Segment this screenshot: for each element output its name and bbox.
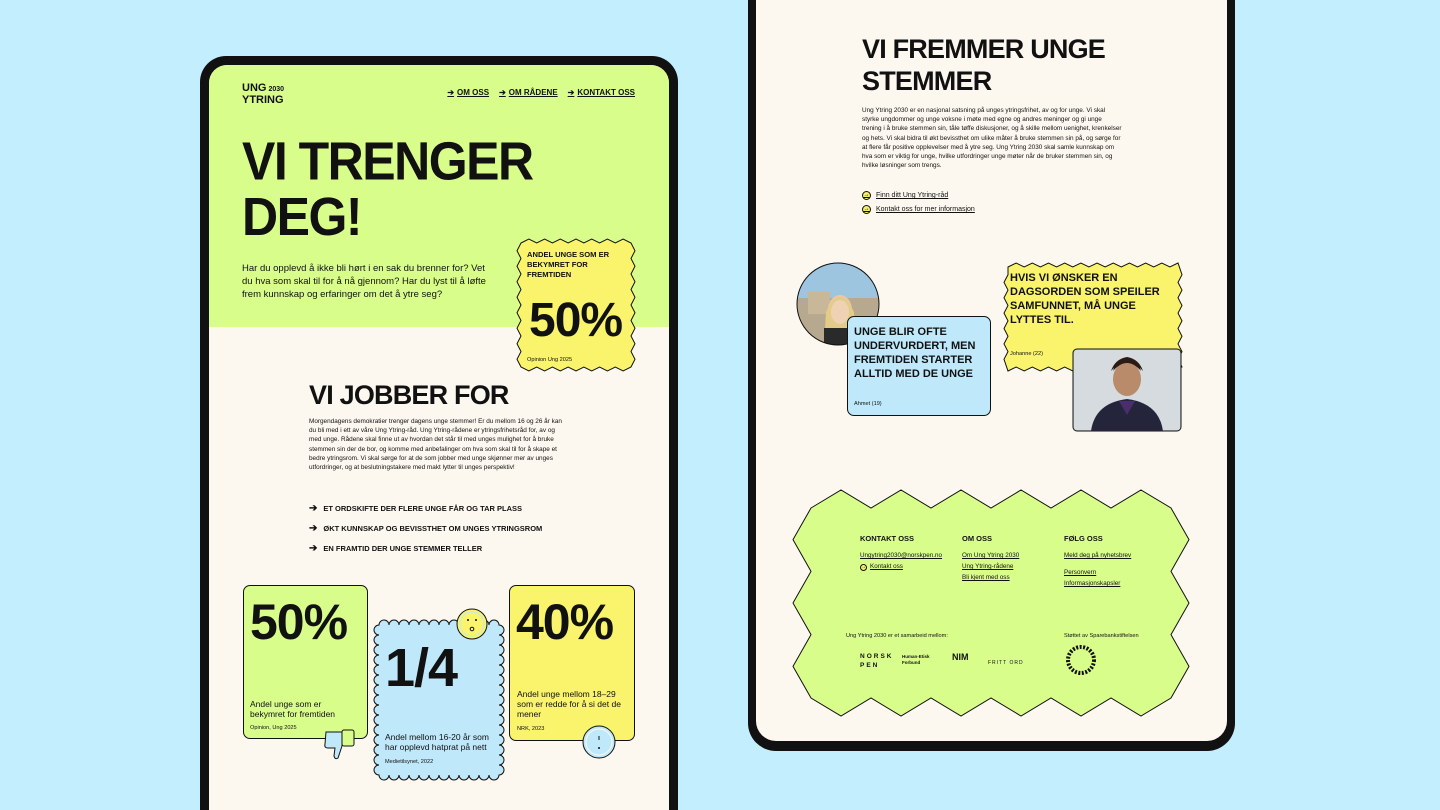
- footer-om: [962, 533, 1019, 583]
- stat-caption-2: Andel mellom 16-20 år som har opplevd hatprat på nett: [385, 732, 489, 752]
- partner-logo-norsk-pen: NORSK PEN: [860, 653, 894, 669]
- stat-value-1: 50%: [250, 594, 348, 650]
- stat-caption-3: Andel unge mellom 18–29 som er redde for å si det de mener: [517, 689, 621, 719]
- fremmer-title-line: STEMMER: [862, 66, 992, 96]
- bullet-item: [309, 543, 542, 554]
- footer-link[interactable]: Bli kjent med oss: [962, 574, 1010, 581]
- bullet-text: ET ORDSKIFTE DER FLERE UNGE FÅR OG TAR PLASS: [323, 504, 523, 513]
- quote-text-1: UNGE BLIR OFTE UNDERVURDERT, MEN FREMTIDEN STARTER ALLTID MED DE UNGE: [854, 326, 976, 380]
- hero-lead: Har du opplevd å ikke bli hørt i en sak du brenner for? Vet du hva som skal til for å nå gjennom? Har du lyst til å løfte frem kunnskap og erfaringer om det å ytre seg?: [242, 263, 486, 300]
- link-finn-rad[interactable]: [862, 191, 975, 200]
- stat-caption-1: Andel unge som er bekymret for fremtiden: [250, 699, 336, 719]
- logo[interactable]: [242, 83, 284, 106]
- footer-link[interactable]: Informasjonskapsler: [1064, 580, 1121, 587]
- surprised-face-icon: [455, 607, 489, 641]
- footer-heading: KONTAKT OSS: [860, 534, 915, 543]
- footer-link[interactable]: Om Ung Ytring 2030: [962, 552, 1020, 559]
- arrow-right-icon: ➔: [309, 523, 318, 534]
- footer-heading: OM OSS: [962, 534, 993, 543]
- jobber-title: VI JOBBER FOR: [309, 380, 509, 410]
- bullet-text: EN FRAMTID DER UNGE STEMMER TELLER: [323, 544, 483, 553]
- fremmer-title-line: VI FREMMER UNGE: [862, 34, 1106, 64]
- footer-shape: [791, 489, 1191, 717]
- arrow-right-icon: →: [863, 206, 870, 212]
- sparebankstiftelsen-logo: [1064, 643, 1098, 677]
- bullet-text: ØKT KUNNSKAP OG BEVISSTHET OM UNGES YTRINGSROM: [323, 524, 543, 533]
- neutral-face-icon: [582, 725, 616, 759]
- stat-value-3: 40%: [516, 594, 614, 650]
- hero-title-line: VI TRENGER: [242, 131, 533, 192]
- footer-kontakt: [860, 533, 942, 572]
- link-label: Kontakt oss for mer informasjon: [876, 206, 975, 213]
- badge-source: Opinion Ung 2025: [527, 357, 573, 363]
- bullet-item: [309, 503, 542, 514]
- partners-label: Ung Ytring 2030 er et samarbeid mellom:: [846, 633, 948, 639]
- link-kontakt[interactable]: [862, 205, 975, 214]
- stat-source-3: NRK, 2023: [517, 726, 545, 732]
- logo-text-2: YTRING: [242, 94, 284, 106]
- footer-link[interactable]: Personvern: [1064, 569, 1097, 576]
- stat-source-1: Opinion, Ung 2025: [250, 725, 297, 731]
- nav-label: OM OSS: [457, 88, 490, 97]
- badge-value: 50%: [529, 294, 623, 347]
- quote-text-2: HVIS VI ØNSKER EN DAGSORDEN SOM SPEILER SAMFUNNET, MÅ UNGE LYTTES TIL.: [1010, 272, 1160, 326]
- hero-title-line: DEG!: [242, 186, 361, 247]
- nav-kontakt-oss[interactable]: [568, 88, 635, 97]
- jobber-body: Morgendagens demokratier trenger dagens unge stemmer! Er du mellom 16 og 26 år kan du bli med i ett av våre Ung Ytring-råd. Ung Ytring-rådene er ytringsfrihetsråd for, av og med unge. Rådene skal finne ut av hvordan det står til med unges mulighet for å bruke stemmen sin der de bor, og komme med anbefalinger om hva som skal til for å skape et bedre ytringsrom. Vi skal sørge for at de som jobber med unge skjønner mer av unges utfordringer, og at beslutningstakere med makt lytter til unges perspektiv!: [309, 418, 562, 472]
- logo-text: UNG: [242, 82, 267, 94]
- arrow-right-icon: ➔: [447, 88, 455, 97]
- arrow-right-icon: →: [861, 564, 866, 570]
- partner-logo-nim: NIM: [952, 652, 969, 662]
- arrow-right-icon: ➔: [309, 503, 318, 514]
- arrow-right-icon: ➔: [567, 88, 575, 97]
- logo-year: 2030: [268, 86, 285, 93]
- jobber-bullets: [309, 503, 542, 563]
- partner-logo-hef: Human-Etisk Forbund: [902, 654, 930, 665]
- fremmer-links: [862, 191, 975, 219]
- fremmer-title: [862, 33, 1105, 97]
- thumbs-down-icon: [322, 728, 358, 762]
- left-device-frame: [200, 56, 678, 810]
- footer-folg: [1064, 533, 1131, 589]
- quote-author-1: Ahmet (19): [854, 401, 882, 407]
- footer-link[interactable]: Meld deg på nyhetsbrev: [1064, 552, 1132, 559]
- footer-kontakt-link[interactable]: [860, 561, 942, 572]
- link-label: Finn ditt Ung Ytring-råd: [876, 192, 949, 199]
- arrow-right-icon: ➔: [499, 88, 506, 97]
- home-page: [209, 65, 669, 810]
- about-page: [756, 0, 1227, 741]
- avatar-johanne-photo: [1073, 349, 1181, 431]
- main-nav: [447, 88, 635, 97]
- arrow-right-icon: →: [863, 192, 870, 198]
- hero-title: [242, 131, 533, 247]
- footer-link[interactable]: Ung Ytring-rådene: [962, 563, 1014, 570]
- partner-logo-fritt-ord: FRITT ORD: [988, 660, 1024, 666]
- arrow-right-icon: ➔: [309, 543, 318, 554]
- quote-author-2: Johanne (22): [1010, 351, 1043, 357]
- nav-om-radene[interactable]: [499, 88, 558, 97]
- right-device-frame: [748, 0, 1235, 751]
- footer-email-link[interactable]: Ungytring2030@norskpen.no: [860, 552, 943, 559]
- nav-om-oss[interactable]: [447, 88, 489, 97]
- nav-label: OM RÅDENE: [508, 88, 558, 97]
- footer-link-label: Kontakt oss: [870, 563, 903, 570]
- stat-source-2: Medietilsynet, 2022: [385, 759, 434, 765]
- nav-label: KONTAKT OSS: [577, 88, 635, 97]
- supported-label: Støttet av Sparebankstiftelsen: [1064, 633, 1139, 639]
- bullet-item: [309, 523, 542, 534]
- footer-heading: FØLG OSS: [1064, 534, 1103, 543]
- badge-label: ANDEL UNGE SOM ER BEKYMRET FOR FREMTIDEN: [527, 250, 610, 279]
- fremmer-body: Ung Ytring 2030 er en nasjonal satsning på unges ytringsfrihet, av og for unge. Vi skal styrke ungdommer og unge voksne i møte med egne og andres meninger og gi unge trening i å bruke stemmen sin, tåle tøffe diskusjoner, og å skille mellom uenighet, krenkelser og hets. Vi skal bidra til økt bevissthet om ulike måter å bruke stemmen sin på, og sørge for at flere får positive opplevelser med å ytre seg. Ung Ytring 2030 skal samle kunnskap om hva som er viktig for unge, hvilke utfordringer unge møter når de bruker stemmen sin, og hvilke løsninger som trengs.: [862, 107, 1122, 170]
- stat-value-2: 1/4: [385, 638, 458, 698]
